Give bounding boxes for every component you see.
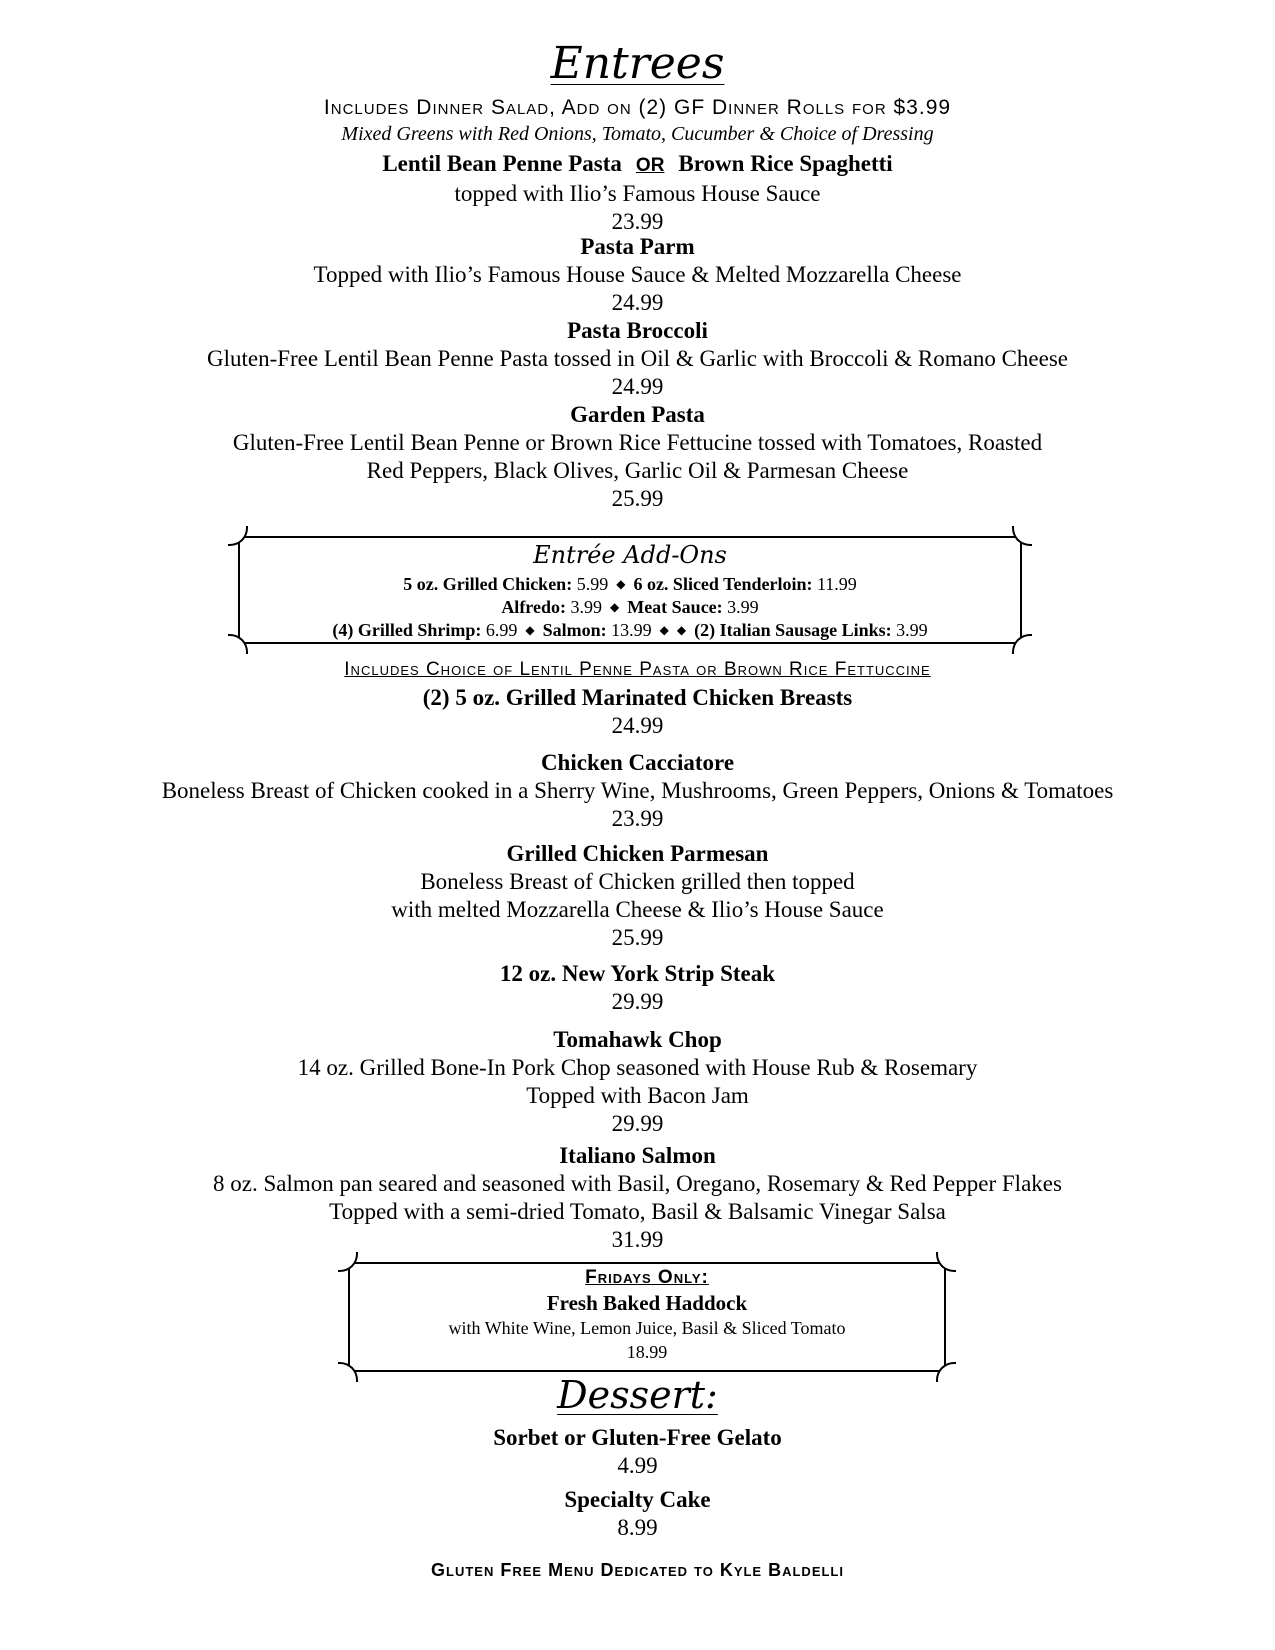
addon-label: Alfredo: xyxy=(501,597,566,617)
addon-price: 11.99 xyxy=(816,574,857,594)
menu-item-pasta-parm xyxy=(0,233,1275,317)
menu-item-price: 23.99 xyxy=(611,209,664,234)
menu-item-description: Gluten-Free Lentil Bean Penne Pasta tossed in Oil & Garlic with Broccoli & Romano Cheese xyxy=(206,346,1069,371)
diamond-separator-icon: ◆ xyxy=(609,600,620,614)
diamond-separator-icon: ◆ xyxy=(525,623,535,637)
menu-item-lentil-or-brown-rice xyxy=(0,150,1275,236)
item-name-a: Lentil Bean Penne Pasta xyxy=(382,151,622,176)
menu-item-description: topped with Ilio’s Famous House Sauce xyxy=(454,181,821,206)
diamond-separator-icon: ◆ xyxy=(616,577,626,591)
addons-title: Entrée Add-Ons xyxy=(533,541,727,569)
menu-item-description-line2: Red Peppers, Black Olives, Garlic Oil & Parmesan Cheese xyxy=(366,458,909,483)
addon-label: (2) Italian Sausage Links: xyxy=(694,620,892,640)
menu-item-price: 24.99 xyxy=(611,290,664,315)
friday-item-price: 18.99 xyxy=(626,1342,668,1362)
fridays-only-box xyxy=(348,1262,946,1372)
addons-line-3 xyxy=(240,618,1020,642)
diamond-separator-icon: ◆ xyxy=(659,623,669,637)
menu-item-price: 23.99 xyxy=(611,806,664,831)
addon-label: 6 oz. Sliced Tenderloin: xyxy=(633,574,813,594)
friday-item-name: Fresh Baked Haddock xyxy=(546,1291,748,1315)
menu-item-price: 24.99 xyxy=(611,374,664,399)
menu-item-name: 12 oz. New York Strip Steak xyxy=(499,961,776,986)
diamond-separator-icon: ◆ xyxy=(676,623,687,637)
menu-item-description-line1: 8 oz. Salmon pan seared and seasoned with Basil, Oregano, Rosemary & Red Pepper Flakes xyxy=(213,1171,1062,1196)
or-separator: OR xyxy=(635,155,665,176)
addon-price: 3.99 xyxy=(570,597,602,617)
addon-price: 3.99 xyxy=(727,597,759,617)
menu-item-description-line1: Boneless Breast of Chicken grilled then topped xyxy=(420,869,855,894)
menu-item-description-line1: Gluten-Free Lentil Bean Penne or Brown Rice Fettucine tossed with Tomatoes, Roasted xyxy=(232,430,1043,455)
menu-item-garden-pasta xyxy=(0,401,1275,513)
menu-item-grilled-chicken-breasts xyxy=(0,684,1275,740)
menu-item-price: 29.99 xyxy=(611,989,664,1014)
menu-item-description: Topped with Ilio’s Famous House Sauce & Melted Mozzarella Cheese xyxy=(313,262,962,287)
addon-price: 3.99 xyxy=(896,620,928,640)
menu-item-name: Specialty Cake xyxy=(564,1487,711,1512)
menu-item-price: 24.99 xyxy=(611,713,664,738)
menu-item-name: Grilled Chicken Parmesan xyxy=(506,841,769,866)
addons-box xyxy=(238,536,1022,644)
menu-item-name: Pasta Broccoli xyxy=(567,318,708,343)
menu-item-price: 31.99 xyxy=(611,1227,664,1252)
menu-item-ny-strip-steak xyxy=(0,960,1275,1016)
menu-item-chicken-cacciatore xyxy=(0,749,1275,833)
menu-item-name: Italiano Salmon xyxy=(559,1143,716,1168)
menu-item-name: Tomahawk Chop xyxy=(553,1027,722,1052)
menu-item-description-line2: with melted Mozzarella Cheese & Ilio’s House Sauce xyxy=(391,897,884,922)
addons-line-1 xyxy=(240,572,1020,596)
menu-item-pasta-broccoli xyxy=(0,317,1275,401)
menu-item-description: Boneless Breast of Chicken cooked in a Sherry Wine, Mushrooms, Green Peppers, Onions & Tomatoes xyxy=(161,778,1114,803)
addons-line-2 xyxy=(240,595,1020,619)
menu-item-price: 8.99 xyxy=(617,1515,658,1540)
addon-label: Salmon: xyxy=(542,620,607,640)
addon-label: Meat Sauce: xyxy=(627,597,723,617)
addon-price: 5.99 xyxy=(576,574,609,594)
menu-item-name: Pasta Parm xyxy=(580,234,695,259)
addon-label: (4) Grilled Shrimp: xyxy=(332,620,482,640)
menu-item-specialty-cake xyxy=(0,1486,1275,1542)
menu-item-price: 25.99 xyxy=(611,486,664,511)
menu-item-description-line1: 14 oz. Grilled Bone-In Pork Chop seasoned with House Rub & Rosemary xyxy=(297,1055,978,1080)
addon-label: 5 oz. Grilled Chicken: xyxy=(403,574,573,594)
fridays-only-label: Fridays Only: xyxy=(585,1267,709,1288)
salad-description: Mixed Greens with Red Onions, Tomato, Cucumber & Choice of Dressing xyxy=(341,123,934,145)
menu-item-name: Sorbet or Gluten-Free Gelato xyxy=(493,1425,782,1450)
menu-item-name xyxy=(0,150,1275,180)
menu-item-description-line2: Topped with Bacon Jam xyxy=(526,1083,749,1108)
dedication-footer: Gluten Free Menu Dedicated to Kyle Baldelli xyxy=(431,1560,844,1580)
menu-item-sorbet-gelato xyxy=(0,1424,1275,1480)
entrees-includes-note: Includes Dinner Salad, Add on (2) GF Dinner Rolls for $3.99 xyxy=(323,96,952,119)
menu-item-grilled-chicken-parmesan xyxy=(0,840,1275,952)
addon-price: 13.99 xyxy=(611,620,652,640)
menu-item-description-line2: Topped with a semi-dried Tomato, Basil & Balsamic Vinegar Salsa xyxy=(329,1199,946,1224)
menu-item-name: (2) 5 oz. Grilled Marinated Chicken Breasts xyxy=(422,685,853,710)
menu-item-italiano-salmon xyxy=(0,1142,1275,1254)
friday-item-description: with White Wine, Lemon Juice, Basil & Sliced Tomato xyxy=(448,1318,846,1338)
dessert-heading: Dessert: xyxy=(557,1373,718,1417)
menu-item-price: 29.99 xyxy=(611,1111,664,1136)
item-name-b: Brown Rice Spaghetti xyxy=(678,151,893,176)
menu-item-price: 4.99 xyxy=(617,1453,658,1478)
menu-item-tomahawk-chop xyxy=(0,1026,1275,1138)
menu-item-name: Chicken Cacciatore xyxy=(540,750,735,775)
addon-price: 6.99 xyxy=(485,620,518,640)
menu-item-name: Garden Pasta xyxy=(570,402,705,427)
menu-item-price: 25.99 xyxy=(611,925,664,950)
chicken-includes-note: Includes Choice of Lentil Penne Pasta or Brown Rice Fettuccine xyxy=(344,659,931,680)
entrees-heading: Entrees xyxy=(550,38,725,89)
